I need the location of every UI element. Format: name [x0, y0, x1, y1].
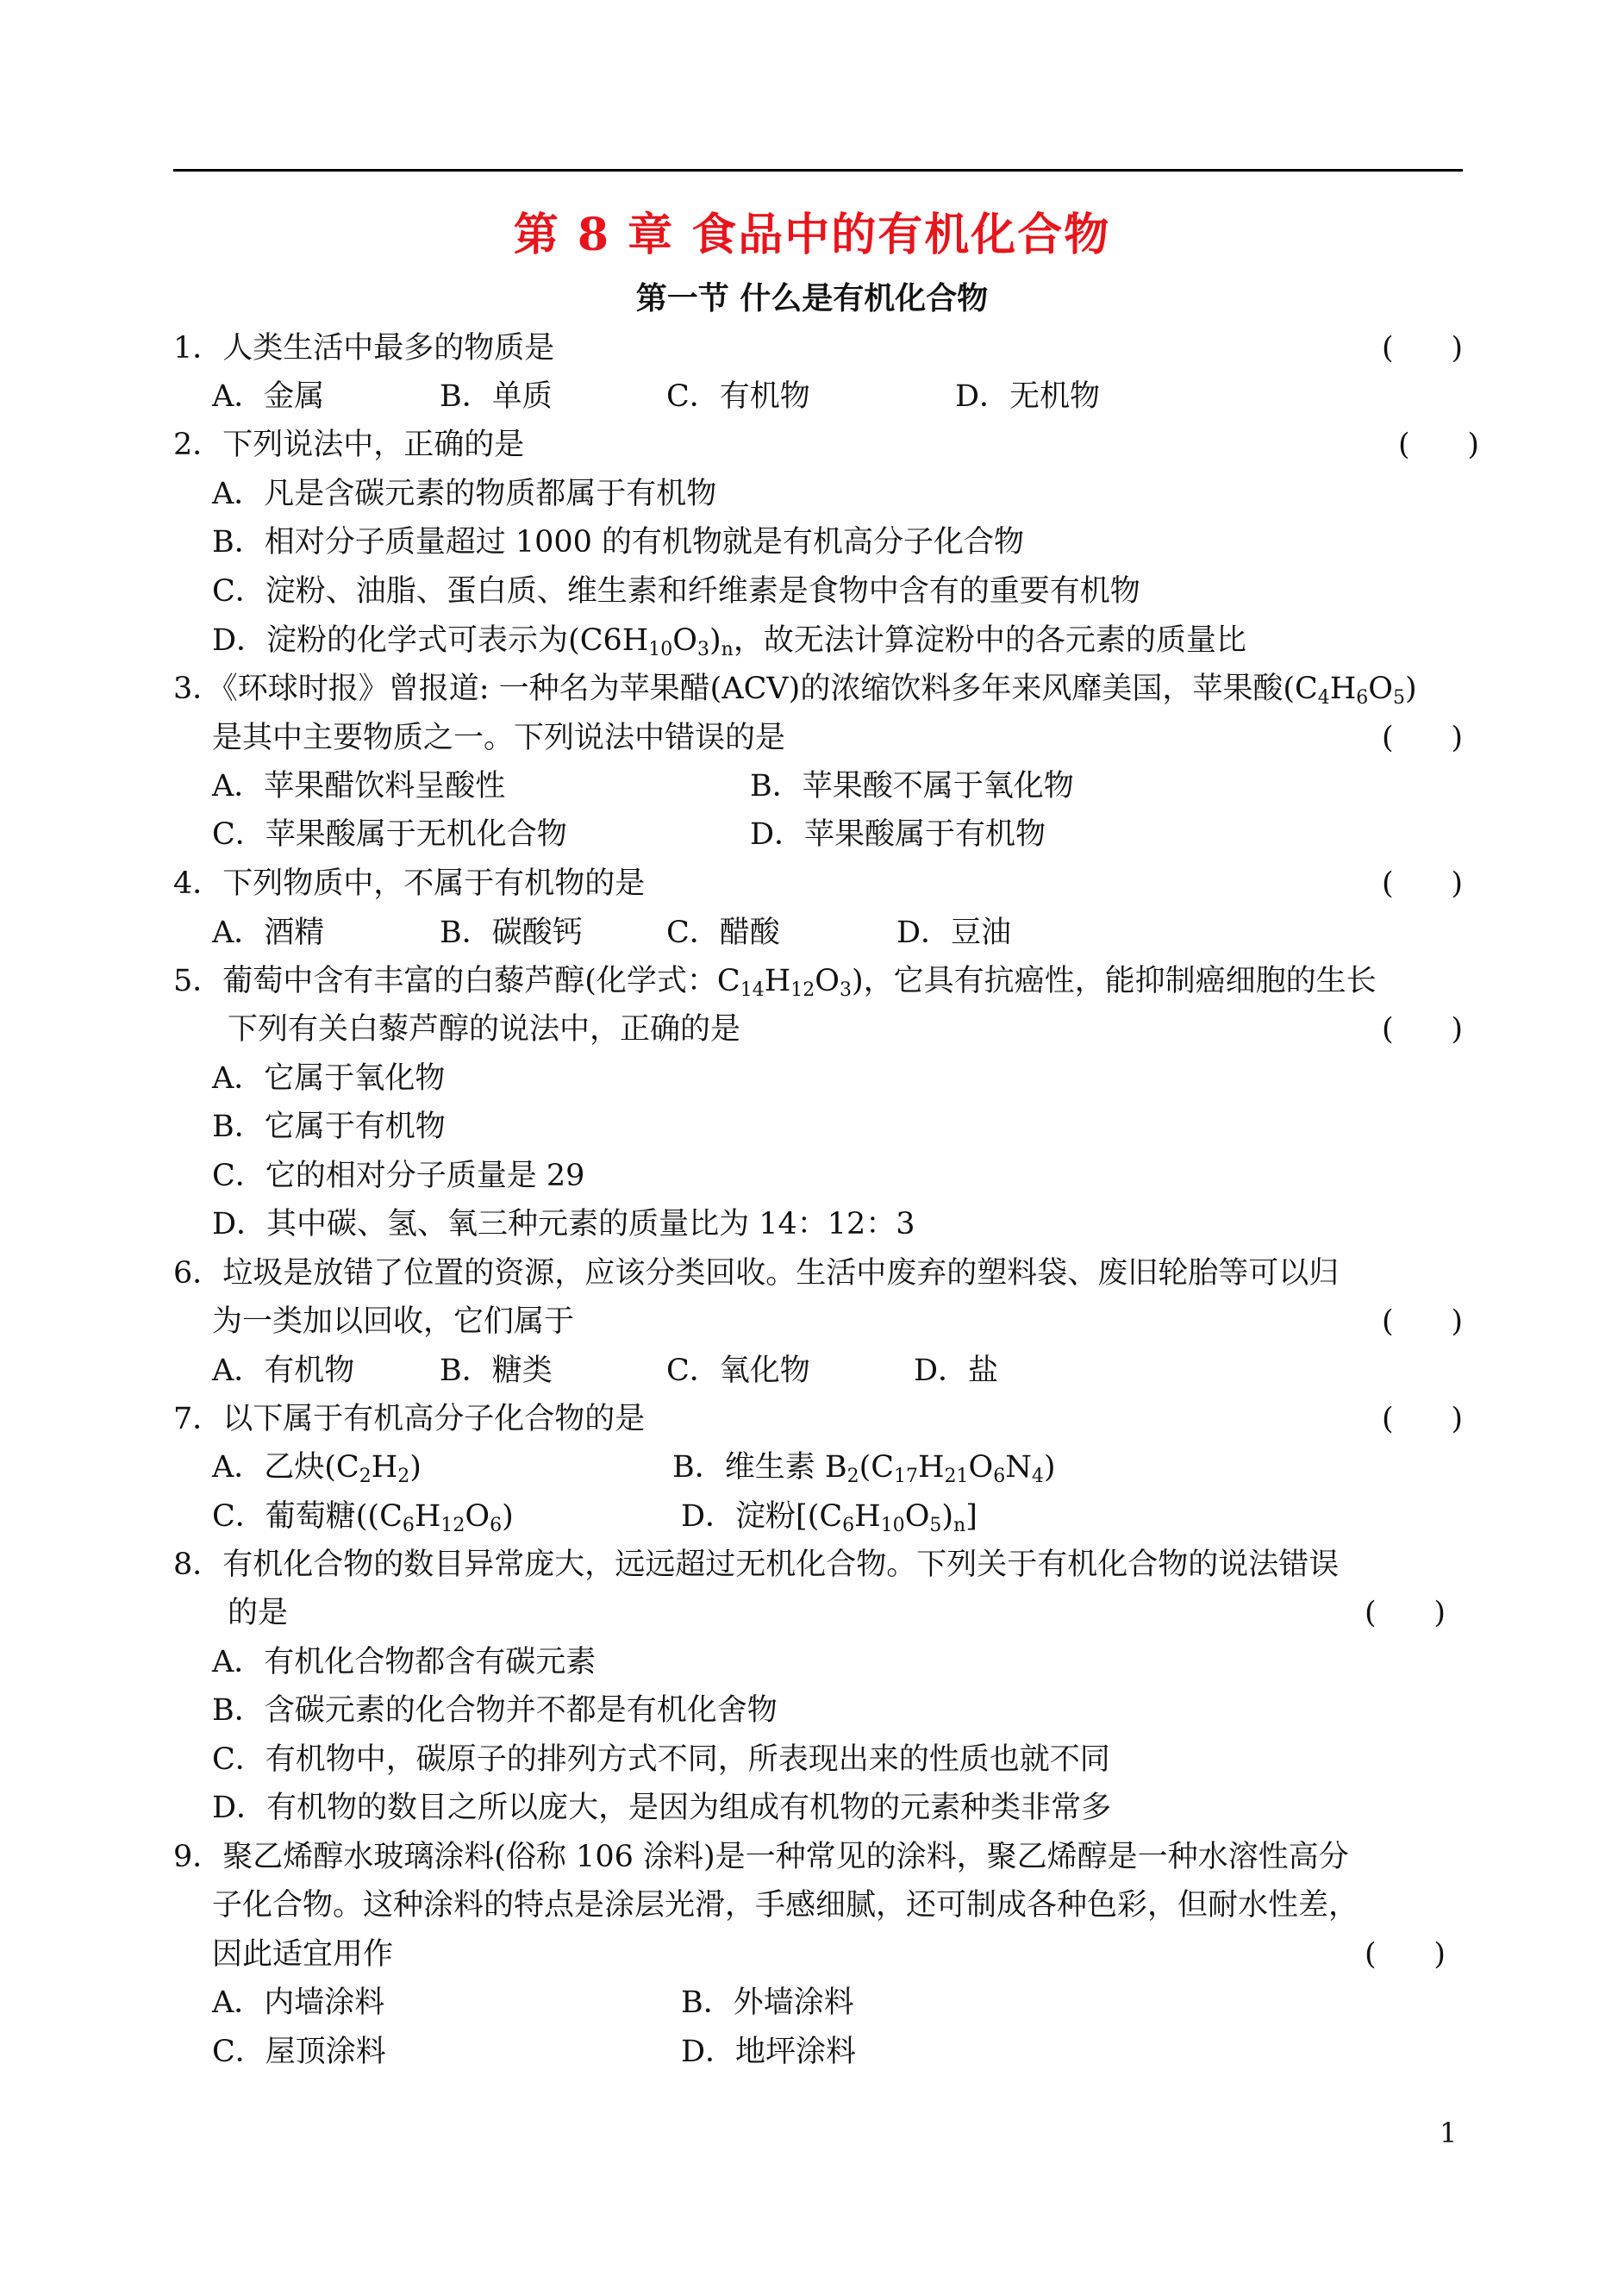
option-b: B．糖类 — [440, 1354, 553, 1388]
option-b: B．碳酸钙 — [440, 916, 583, 950]
question-8-stem: 8．有机化合物的数目异常庞大，远远超过无机化合物。下列关于有机化合物的说法错误 — [173, 1548, 1340, 1582]
option-d: D．无机物 — [955, 379, 1101, 414]
option-b: B．苹果酸不属于氧化物 — [750, 769, 1074, 804]
option-a: A．金属 — [212, 379, 325, 414]
question-8-stem-line2: 的是 — [228, 1596, 289, 1630]
answer-blank: ( ) — [1365, 1937, 1446, 1972]
question-7-stem: 7．以下属于有机高分子化合物的是 — [173, 1402, 646, 1436]
option-b: B．单质 — [440, 379, 553, 414]
option-a: A．它属于氧化物 — [212, 1061, 446, 1096]
option-a: A．内墙涂料 — [212, 1985, 385, 2020]
answer-blank: ( ) — [1382, 1402, 1464, 1436]
answer-blank: ( ) — [1365, 1596, 1446, 1630]
question-2-stem: 2．下列说法中，正确的是 — [173, 428, 525, 462]
option-c: C．屋顶涂料 — [212, 2035, 386, 2069]
option-a: A．有机物 — [212, 1354, 355, 1388]
answer-blank: ( ) — [1382, 866, 1464, 901]
option-b: B．它属于有机物 — [212, 1110, 446, 1144]
option-a: A．凡是含碳元素的物质都属于有机物 — [212, 477, 717, 511]
option-b: B．含碳元素的化合物并不都是有机化舍物 — [212, 1693, 778, 1728]
header-rule — [173, 169, 1463, 172]
question-9-stem-line2: 子化合物。这种涂料的特点是涂层光滑，手感细腻，还可制成各种色彩，但耐水性差， — [212, 1888, 1359, 1923]
option-a: A．酒精 — [212, 916, 325, 950]
option-a: A．苹果醋饮料呈酸性 — [212, 769, 506, 804]
option-c: C．醋酸 — [666, 916, 780, 950]
question-3-stem: 3．《环球时报》曾报道: 一种名为苹果醋(ACV)的浓缩饮料多年来风靡美国，苹果酸$(C_4H_6O_5)$ — [173, 672, 1417, 709]
option-d: D．盐 — [914, 1354, 999, 1388]
page-number: 1 — [1440, 2117, 1458, 2149]
question-9-stem: 9．聚乙烯醇水玻璃涂料(俗称 106 涂料)是一种常见的涂料，聚乙烯醇是一种水溶性高分 — [173, 1840, 1349, 1874]
option-b: B．外墙涂料 — [681, 1985, 854, 2020]
question-3-stem-line2: 是其中主要物质之一。下列说法中错误的是 — [212, 721, 786, 755]
option-c: C．苹果酸属于无机化合物 — [212, 817, 567, 852]
option-c: C．葡萄糖($(C_6H_{12}O_6)$ — [212, 1499, 514, 1536]
question-5-stem: 5．葡萄中含有丰富的白藜芦醇(化学式：$C_{14}H_{12}O_3$)，它具有抗癌性，能抑制癌细胞的生长 — [173, 964, 1377, 1001]
option-d: D．地坪涂料 — [681, 2035, 857, 2069]
answer-blank: ( ) — [1382, 721, 1464, 755]
question-5-stem-line2: 下列有关白藜芦醇的说法中，正确的是 — [228, 1012, 741, 1047]
option-b: B．维生素 $B_2(C_{17}H_{21}O_6N_4)$ — [672, 1450, 1056, 1487]
chapter-title: 第 8 章 食品中的有机化合物 — [513, 209, 1111, 261]
option-a: A．有机化合物都含有碳元素 — [212, 1645, 597, 1679]
option-d: D．苹果酸属于有机物 — [750, 817, 1046, 852]
option-a: A．乙炔$(C_2H_2)$ — [212, 1450, 422, 1487]
option-c: C．它的相对分子质量是 29 — [212, 1159, 585, 1193]
question-9-stem-line3: 因此适宜用作 — [212, 1937, 394, 1972]
option-d: D．其中碳、氢、氧三种元素的质量比为 14：12：3 — [212, 1207, 915, 1241]
option-c: C．淀粉、油脂、蛋白质、维生素和纤维素是食物中含有的重要有机物 — [212, 574, 1140, 609]
answer-blank: ( ) — [1382, 1012, 1464, 1047]
option-c: C．有机物 — [666, 379, 810, 414]
option-b: B．相对分子质量超过 1000 的有机物就是有机高分子化合物 — [212, 525, 1025, 560]
answer-blank: ( ) — [1382, 1304, 1464, 1339]
option-c: C．有机物中，碳原子的排列方式不同，所表现出来的性质也就不同 — [212, 1742, 1110, 1777]
section-title: 第一节 什么是有机化合物 — [635, 280, 989, 316]
option-c: C．氧化物 — [666, 1354, 810, 1388]
option-d: D．淀粉$[(C_6H_{10}O_5)_n]$ — [681, 1499, 978, 1536]
option-d: D．有机物的数目之所以庞大，是因为组成有机物的元素种类非常多 — [212, 1791, 1112, 1825]
question-6-stem-line2: 为一类加以回收，它们属于 — [212, 1304, 575, 1339]
option-d: D．豆油 — [896, 916, 1012, 950]
question-6-stem: 6．垃圾是放错了位置的资源，应该分类回收。生活中废弃的塑料袋、废旧轮胎等可以归 — [173, 1256, 1340, 1291]
question-1-stem: 1．人类生活中最多的物质是 — [173, 331, 555, 366]
question-4-stem: 4．下列物质中，不属于有机物的是 — [173, 866, 646, 901]
answer-blank: ( ) — [1398, 428, 1480, 462]
answer-blank: ( ) — [1382, 331, 1464, 366]
option-d: D．淀粉的化学式可表示为$(C6H_{10}O_3)_n$，故无法计算淀粉中的各元素的质量比 — [212, 623, 1246, 660]
